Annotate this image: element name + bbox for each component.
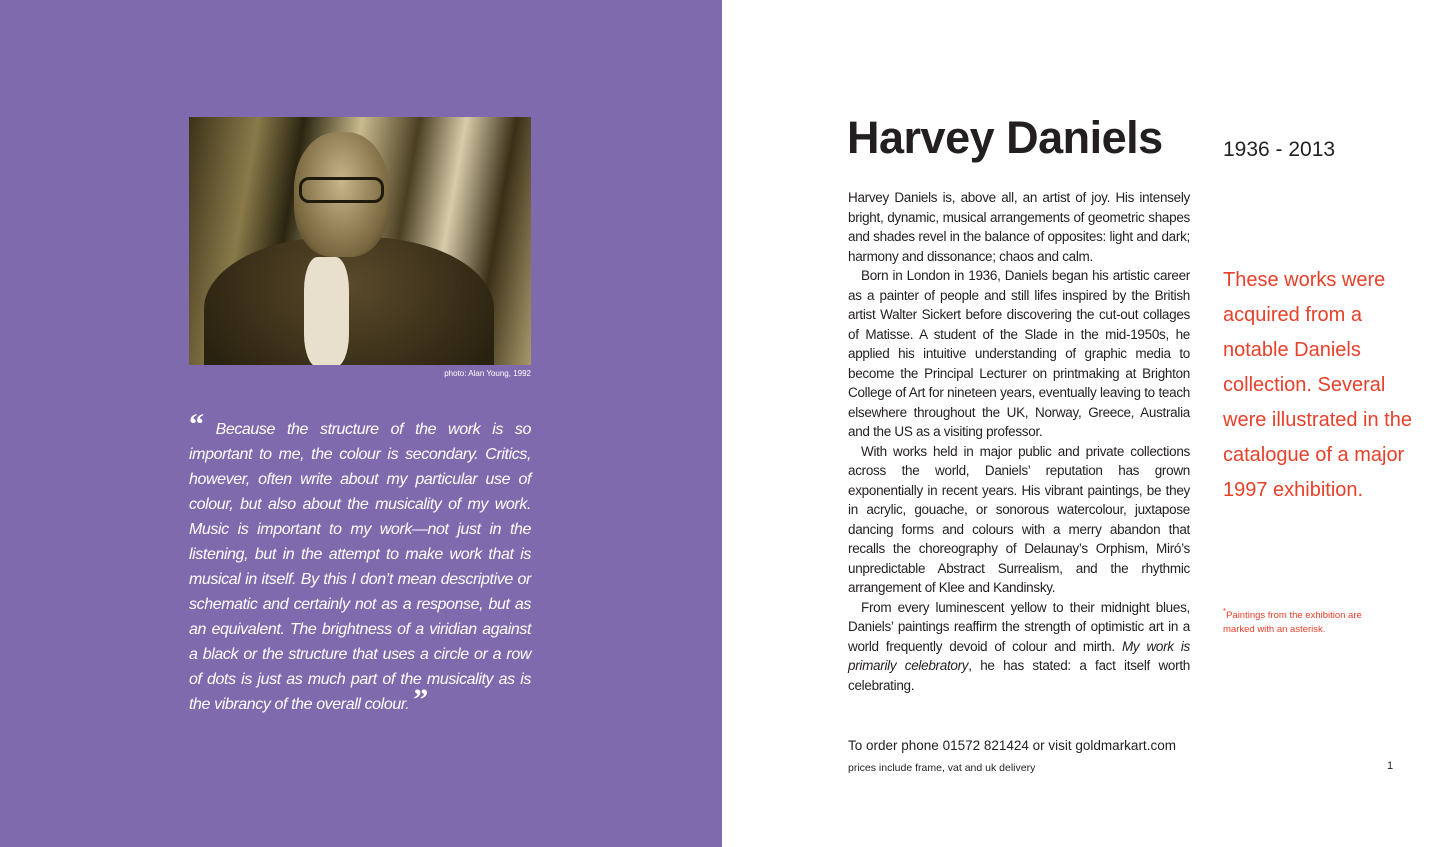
asterisk: *: [1223, 607, 1227, 616]
close-quote-mark: ”: [413, 683, 428, 716]
asterisk-note-text: Paintings from the exhibition are marked with an asterisk.: [1223, 610, 1362, 636]
asterisk-note: [1223, 605, 1383, 637]
page-number: 1: [1387, 760, 1394, 772]
bio-paragraph: Born in London in 1936, Daniels began his artistic career as a painter of people and still lifes inspired by the British artist Walter Sickert before discovering the cut-out collages of Matisse. A student of the Slade in the mid-1950s, he applied his intuitive understanding of graphic media to become the Principal Lecturer on printmaking at Brighton College of Art for nineteen years, eventually leaving to teach elsewhere throughout the UK, Norway, Greece, Australia and the US as a visiting professor.: [848, 268, 1190, 439]
order-info: To order phone 01572 821424 or visit goldmarkart.com: [848, 738, 1176, 753]
quote-text: Because the structure of the work is so important to me, the colour is secondary. Critics, however, often write about my particular use of colour, but also about the musicality of my work. Music is important to my work—not just in the listening, but in the attempt to make work that is musical in itself. By this I don’t mean descriptive or schematic and certainly not as a response, but as an equivalent. The brightness of a viridian against a black or the structure that uses a circle or a row of dots is just as much part of the musicality as is the vibrancy of the overall colour.: [189, 421, 531, 713]
artist-name: Harvey Daniels: [847, 112, 1163, 163]
bio-emphasis: My work is primarily celebratory: [848, 638, 1191, 673]
artist-photo: [189, 117, 531, 365]
artist-dates: 1936 - 2013: [1223, 138, 1336, 161]
bio-text: From every luminescent yellow to their midnight blues, Daniels’ paintings reaffirm the strength of optimistic art in a world frequently devoid of colour and mirth.: [848, 599, 1190, 654]
bio-paragraph: Harvey Daniels is, above all, an artist of joy. His intensely bright, dynamic, musical arrangements of geometric shapes and shades revel in the balance of opposites: light and dark; harmony and dissonance; chaos and calm.: [848, 190, 1190, 264]
bio-paragraph: [848, 598, 1190, 696]
biography: [848, 188, 1190, 695]
artist-quote: [189, 408, 531, 717]
open-quote-mark: “: [189, 408, 204, 441]
collection-note: These works were acquired from a notable Daniels collection. Several were illustrated in the catalogue of a major 1997 exhibition.: [1223, 269, 1412, 501]
prices-note: prices include frame, vat and uk delivery: [848, 762, 1036, 774]
purple-panel: [0, 0, 722, 847]
photo-credit: photo: Alan Young, 1992: [444, 369, 531, 378]
bio-text: , he has stated: a fact itself worth celebrating.: [848, 658, 1190, 693]
bio-paragraph: With works held in major public and private collections across the world, Daniels’ reputation has grown exponentially in recent years. His vibrant paintings, be they in acrylic, gouache, or sonorous watercolour, juxtapose dancing forms and colours with a merry abandon that recalls the choreography of Delaunay’s Orphism, Miró’s unpredictable Abstract Surrealism, and the rhythmic arrangement of Klee and Kandinsky.: [848, 443, 1190, 595]
